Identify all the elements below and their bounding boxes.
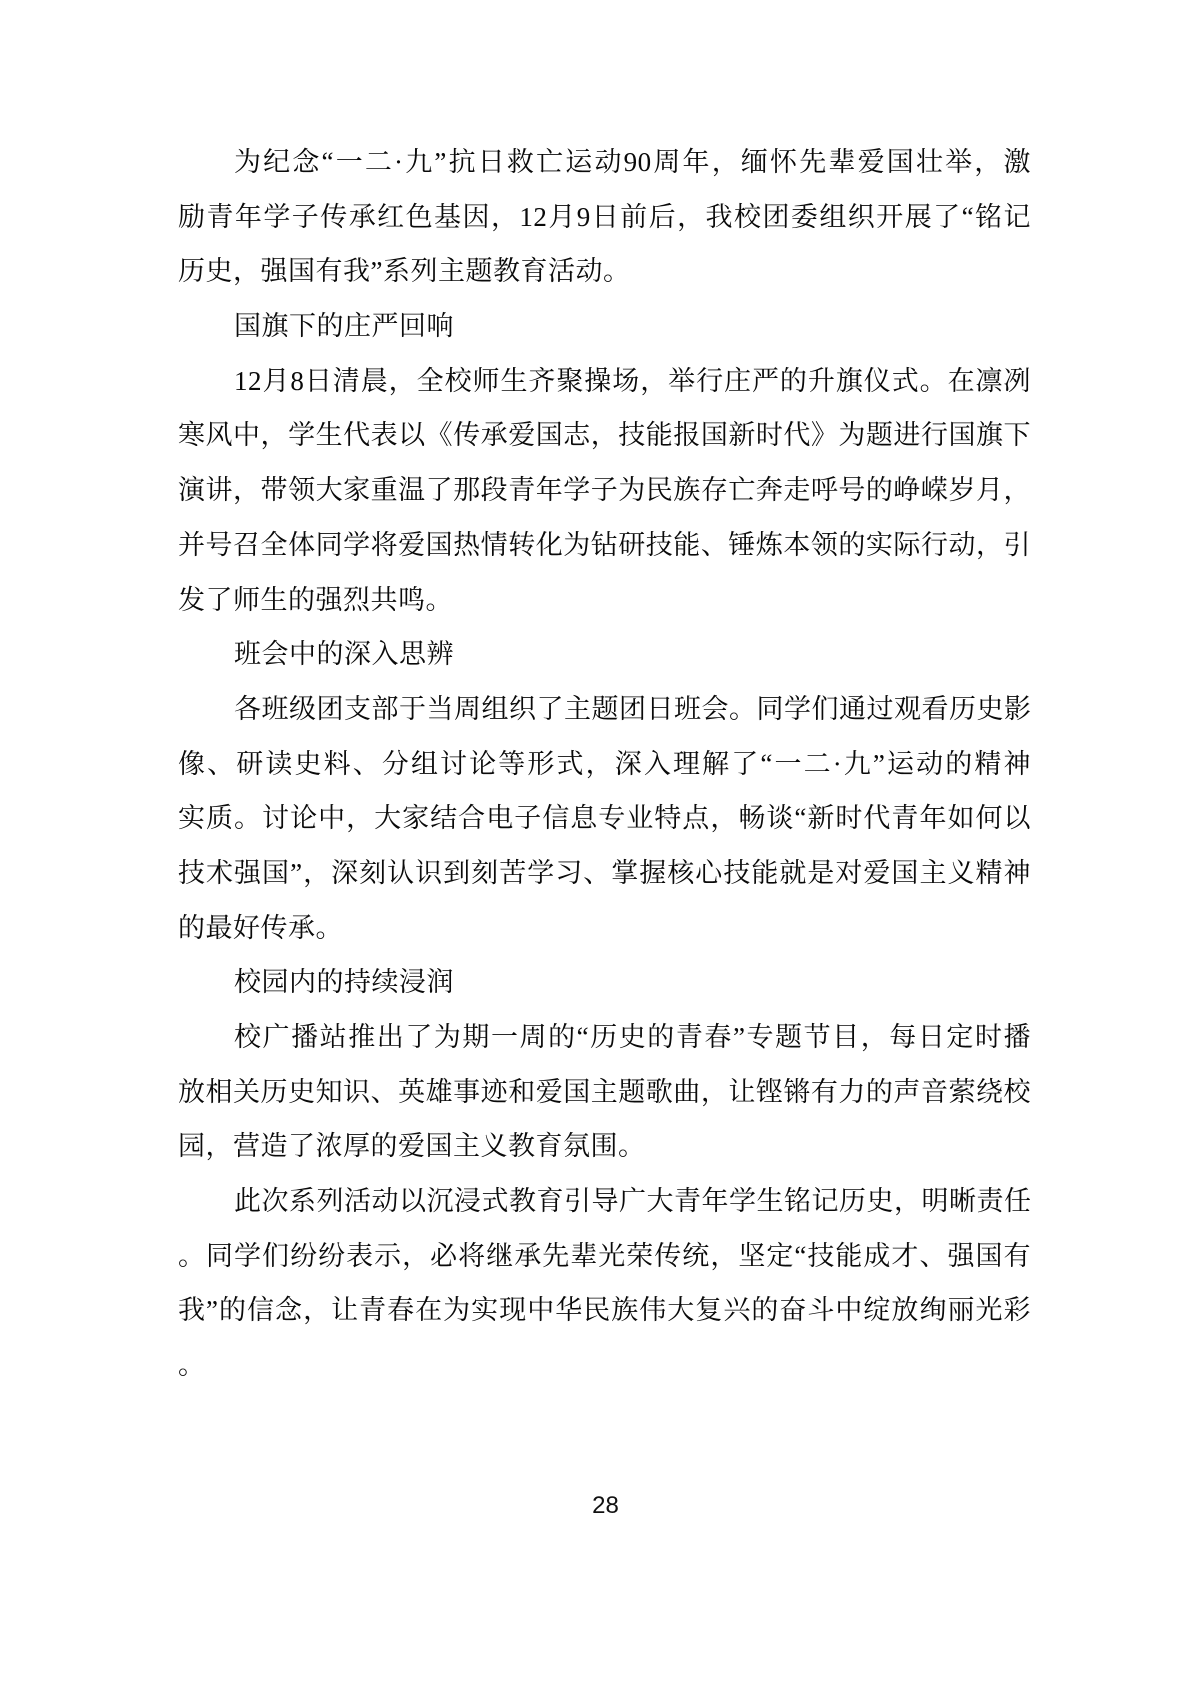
text-line: 并号召全体同学将爱国热情转化为钻研技能、锤炼本领的实际行动，引 — [178, 529, 1031, 560]
text-line: 。同学们纷纷表示，必将继承先辈光荣传统，坚定“技能成才、强国有 — [178, 1240, 1031, 1271]
paragraph-conclusion — [178, 1174, 1031, 1393]
text-line: 放相关历史知识、英雄事迹和爱国主题歌曲，让铿锵有力的声音萦绕校 — [178, 1076, 1031, 1107]
paragraph-intro — [178, 135, 1031, 299]
page-footer — [0, 1492, 1191, 1520]
heading-class-meeting — [178, 627, 1031, 682]
text-line: 园，营造了浓厚的爱国主义教育氛围。 — [178, 1131, 646, 1162]
text-line: 我”的信念，让青春在为实现中华民族伟大复兴的奋斗中绽放绚丽光彩 — [178, 1295, 1031, 1326]
text-line: 演讲，带领大家重温了那段青年学子为民族存亡奔走呼号的峥嵘岁月， — [178, 475, 1031, 506]
text-line: 班会中的深入思辨 — [234, 639, 454, 670]
text-line: 国旗下的庄严回响 — [234, 311, 454, 342]
text-line: 像、研读史料、分组讨论等形式，深入理解了“一二·九”运动的精神 — [178, 748, 1031, 779]
text-line: 实质。讨论中，大家结合电子信息专业特点，畅谈“新时代青年如何以 — [178, 803, 1031, 834]
text-line: 励青年学子传承红色基因，12月9日前后，我校团委组织开展了“铭记 — [178, 201, 1031, 232]
text-line: 寒风中，学生代表以《传承爱国志，技能报国新时代》为题进行国旗下 — [178, 420, 1031, 451]
text-line: 的最好传承。 — [178, 912, 343, 943]
text-line: 为纪念“一二·九”抗日救亡运动90周年，缅怀先辈爱国壮举，激 — [234, 147, 1031, 177]
paragraph-broadcast — [178, 1010, 1031, 1174]
text-line: 校园内的持续浸润 — [234, 967, 454, 998]
text-line: 技术强国”，深刻认识到刻苦学习、掌握核心技能就是对爱国主义精神 — [178, 857, 1031, 888]
paragraph-flag-ceremony — [178, 354, 1031, 627]
text-line: 。 — [178, 1350, 206, 1381]
text-line: 历史，强国有我”系列主题教育活动。 — [178, 256, 631, 287]
page-number: 28 — [592, 1492, 619, 1519]
heading-flag-ceremony — [178, 299, 1031, 354]
paragraph-class-meeting — [178, 682, 1031, 955]
document-body — [178, 135, 1031, 1393]
heading-campus-immersion — [178, 955, 1031, 1010]
text-line: 此次系列活动以沉浸式教育引导广大青年学生铭记历史，明晰责任 — [234, 1186, 1032, 1217]
text-line: 校广播站推出了为期一周的“历史的青春”专题节目，每日定时播 — [234, 1022, 1031, 1052]
text-line: 发了师生的强烈共鸣。 — [178, 584, 453, 615]
text-line: 各班级团支部于当周组织了主题团日班会。同学们通过观看历史影 — [234, 693, 1032, 724]
text-line: 12月8日清晨，全校师生齐聚操场，举行庄严的升旗仪式。在凛冽 — [234, 365, 1031, 396]
